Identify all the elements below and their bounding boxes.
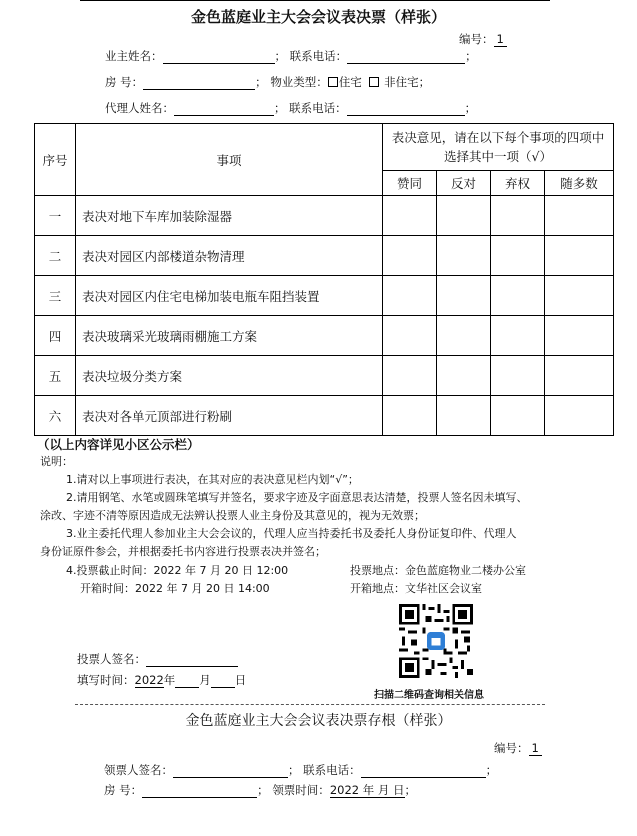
table-row: [35, 396, 614, 436]
option-abstain: 弃权: [491, 171, 545, 196]
stub-time-label: 领票时间：: [272, 783, 330, 797]
details-note: （以上内容详见小区公示栏）: [37, 437, 200, 452]
serial-value: 1: [494, 32, 507, 47]
row-seq: 二: [35, 236, 76, 276]
header-opinion: 表决意见，请在以下每个事项的四项中选择其中一项（√）: [383, 124, 614, 171]
note-3: 3.业主委托代理人参加业主大会会议的，代理人应当持委托书及委托人身份证复印件、代理人: [66, 527, 517, 540]
agree-cell[interactable]: [383, 396, 437, 436]
separator: ；: [485, 763, 498, 777]
oppose-cell[interactable]: [437, 396, 491, 436]
owner-name-field[interactable]: [163, 51, 275, 64]
stub-serial-value: 1: [529, 741, 542, 756]
nonresidential-checkbox[interactable]: [369, 77, 379, 87]
row-seq: 五: [35, 356, 76, 396]
room-field[interactable]: [143, 77, 255, 90]
row-item: 表决垃圾分类方案: [76, 356, 383, 396]
row-item: 表决玻璃采光玻璃雨棚施工方案: [76, 316, 383, 356]
separator: ；: [418, 75, 431, 89]
option-agree: 赞同: [383, 171, 437, 196]
majority-cell[interactable]: [545, 396, 614, 436]
phone-field[interactable]: [347, 51, 465, 64]
note-3-cont: 身份证原件参会，并根据委托书内容进行投票表决并签名；: [40, 545, 326, 558]
separator: ；: [274, 101, 286, 115]
agent-phone-field[interactable]: [347, 103, 465, 116]
residential-checkbox[interactable]: [328, 77, 338, 87]
property-type-label: 物业类型：: [270, 75, 328, 89]
abstain-cell[interactable]: [491, 196, 545, 236]
qr-code-image: [399, 604, 473, 678]
phone-label: 联系电话：: [289, 49, 348, 63]
row-seq: 六: [35, 396, 76, 436]
oppose-cell[interactable]: [437, 236, 491, 276]
separator: ；: [257, 783, 269, 797]
voter-sign-field[interactable]: [146, 654, 238, 667]
option-oppose: 反对: [437, 171, 491, 196]
agree-cell[interactable]: [383, 196, 437, 236]
table-row: [35, 276, 614, 316]
day-suffix: 日: [234, 673, 247, 687]
row-seq: 三: [35, 276, 76, 316]
separator: ；: [288, 763, 300, 777]
fill-time-year[interactable]: 2022: [134, 673, 164, 687]
vote-table: [34, 123, 614, 436]
stub-time-field[interactable]: 2022 年 月 日: [329, 783, 405, 797]
separator: ；: [255, 75, 267, 89]
month-suffix: 月: [199, 673, 211, 687]
owner-name-label: 业主姓名：: [105, 49, 163, 63]
oppose-cell[interactable]: [437, 316, 491, 356]
header-seq: 序号: [35, 124, 76, 196]
year-suffix: 年: [163, 673, 176, 687]
separator: ；: [464, 101, 477, 115]
header-item: 事项: [76, 124, 383, 196]
stub-title: 金色蓝庭业主大会会议表决票存根（样张）: [185, 713, 452, 729]
oppose-cell[interactable]: [437, 356, 491, 396]
oppose-cell[interactable]: [437, 276, 491, 316]
majority-cell[interactable]: [545, 276, 614, 316]
row-item: 表决对地下车库加装除湿器: [76, 196, 383, 236]
row-item: 表决对园区内住宅电梯加装电瓶车阻挡装置: [76, 276, 383, 316]
abstain-cell[interactable]: [491, 276, 545, 316]
fill-time-month[interactable]: [175, 675, 199, 688]
agent-row: [105, 100, 476, 116]
separator: ；: [274, 49, 286, 63]
stub-phone-field[interactable]: [361, 765, 486, 778]
serial-number: [459, 31, 507, 47]
stub-receiver-row: [104, 762, 497, 778]
table-row: [35, 236, 614, 276]
note-2-cont: 涂改、字迹不清等原因造成无法辨认投票人业主身份及其意见的，视为无效票；: [40, 509, 425, 522]
row-seq: 四: [35, 316, 76, 356]
tear-line: [75, 704, 545, 705]
agree-cell[interactable]: [383, 276, 437, 316]
agent-name-label: 代理人姓名：: [105, 101, 174, 115]
note-4-vote-place: 投票地点：金色蓝庭物业二楼办公室: [350, 564, 526, 577]
note-4-deadline: 4.投票截止时间：2022 年 7 月 20 日 12:00: [66, 564, 289, 577]
agree-cell[interactable]: [383, 356, 437, 396]
stub-room-row: [104, 782, 416, 798]
room-row: [105, 74, 430, 90]
nonresidential-label: 非住宅: [384, 75, 419, 89]
voter-sign-label: 投票人签名：: [77, 652, 146, 666]
note-2: 2.请用钢笔、水笔或圆珠笔填写并签名，要求字迹及字面意思表达清楚，投票人签名因未填写、: [66, 491, 528, 504]
serial-label: 编号：: [459, 32, 494, 46]
separator: ；: [465, 49, 477, 63]
notes-heading: 说明：: [40, 455, 73, 468]
row-item: 表决对园区内部楼道杂物清理: [76, 236, 383, 276]
agree-cell[interactable]: [383, 236, 437, 276]
majority-cell[interactable]: [545, 356, 614, 396]
abstain-cell[interactable]: [491, 356, 545, 396]
majority-cell[interactable]: [545, 236, 614, 276]
abstain-cell[interactable]: [491, 236, 545, 276]
row-seq: 一: [35, 196, 76, 236]
stub-room-label: 房 号：: [104, 783, 143, 797]
fill-time-day[interactable]: [211, 675, 235, 688]
agent-phone-label: 联系电话：: [289, 101, 347, 115]
ballot-title: 金色蓝庭业主大会会议表决票（样张）: [190, 8, 446, 26]
stub-receiver-field[interactable]: [173, 765, 288, 778]
note-4-open-time: 开箱时间：2022 年 7 月 20 日 14:00: [80, 582, 270, 595]
qr-caption: 扫描二维码查询相关信息: [374, 690, 484, 701]
top-rule: [80, 0, 550, 1]
note-4-open-place: 开箱地点：文华社区会议室: [350, 582, 482, 595]
separator: ；: [404, 783, 417, 797]
stub-serial: [494, 740, 542, 756]
table-row: [35, 356, 614, 396]
oppose-cell[interactable]: [437, 196, 491, 236]
agree-cell[interactable]: [383, 316, 437, 356]
row-item: 表决对各单元顶部进行粉刷: [76, 396, 383, 436]
agent-name-field[interactable]: [174, 103, 274, 116]
room-label: 房 号：: [105, 75, 144, 89]
majority-cell[interactable]: [545, 196, 614, 236]
owner-name-row: [105, 48, 477, 64]
table-row: [35, 316, 614, 356]
stub-receiver-label: 领票人签名：: [104, 763, 173, 777]
stub-phone-label: 联系电话：: [303, 763, 361, 777]
fill-time-row: [77, 672, 246, 688]
fill-time-label: 填写时间：: [77, 673, 135, 687]
majority-cell[interactable]: [545, 316, 614, 356]
abstain-cell[interactable]: [491, 396, 545, 436]
abstain-cell[interactable]: [491, 316, 545, 356]
note-1: 1.请对以上事项进行表决，在其对应的表决意见栏内划“√”；: [66, 473, 359, 486]
stub-room-field[interactable]: [142, 785, 257, 798]
voter-sign-row: [77, 651, 238, 667]
table-row: [35, 196, 614, 236]
option-follow-majority: 随多数: [545, 171, 614, 196]
stub-serial-label: 编号：: [494, 741, 529, 755]
residential-label: 住宅: [338, 75, 362, 89]
